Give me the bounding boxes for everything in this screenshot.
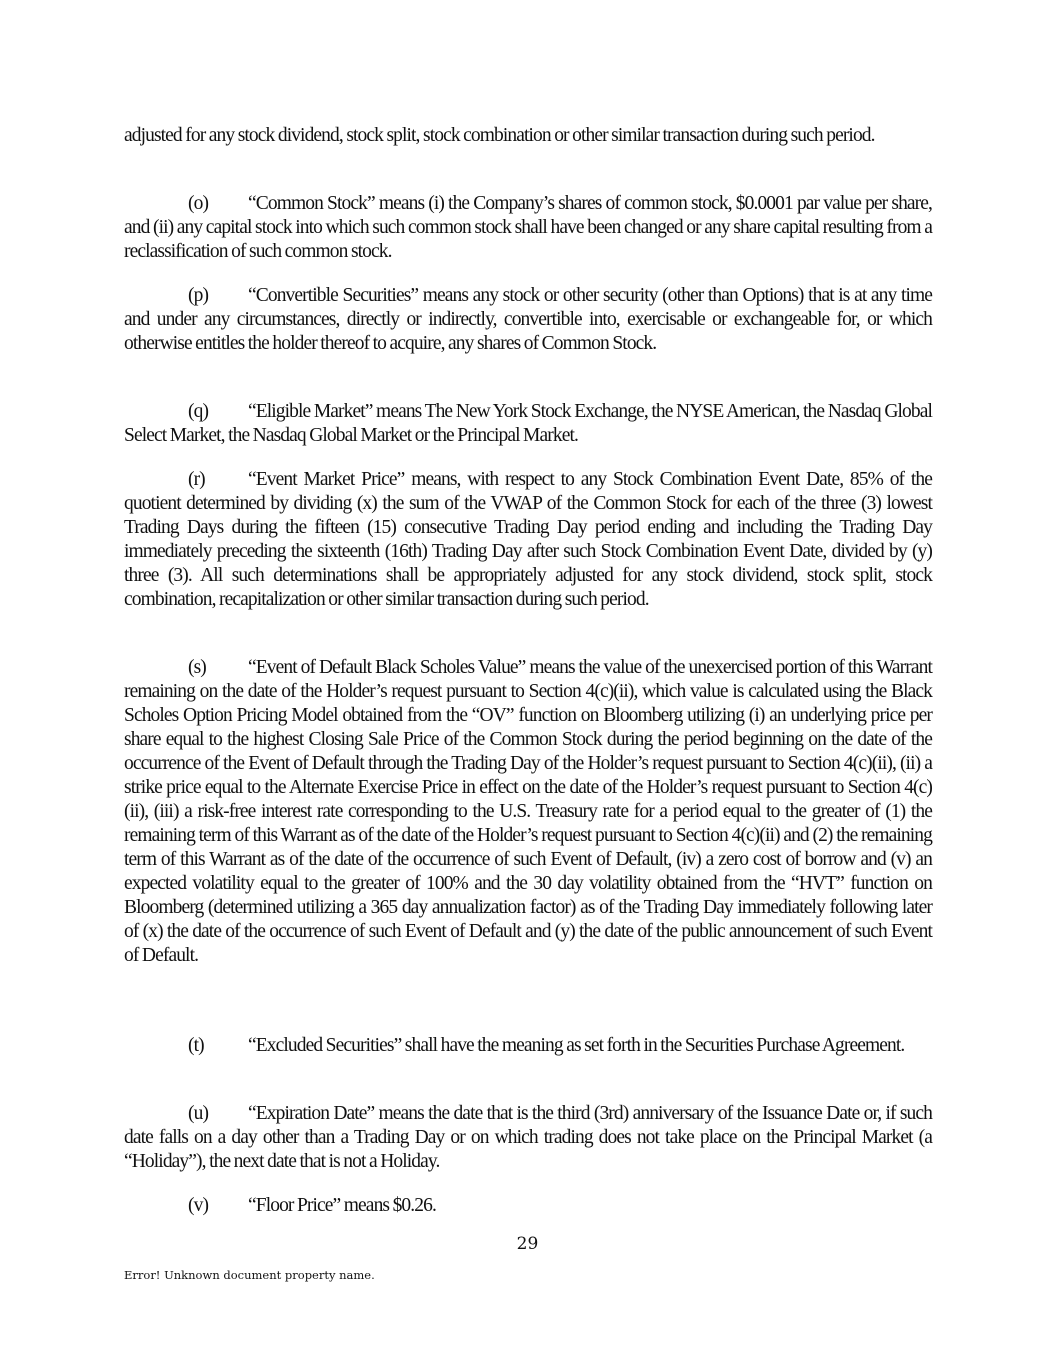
definition-label: (p)	[188, 285, 209, 306]
definition-text: means, with respect to any Stock Combination Event Date, 85% of the quotient determined by dividing (x) the sum of the VWAP of the Common Stock for each of the three (3) lowest Trading Days during the fifteen (15) consecutive Trading Day period ending and including the Trading Day immediately preceding the sixteenth (16th) Trading Day after such Stock Combination Event Date, divided by (y) three (3). All such determinations shall be appropriately adjusted for any stock dividend, stock split, stock combination, recapitalization or other similar transaction during such period.	[124, 469, 933, 610]
definition-label: (u)	[188, 1103, 209, 1124]
footer-text: Error! Unknown document property name.	[124, 1268, 375, 1282]
definition-text: shall have the meaning as set forth in the Securities Purchase Agreement.	[401, 1035, 905, 1056]
definition-text: means the value of the unexercised portion of this Warrant remaining on the date of the Holder’s request pursuant to Section 4(c)(ii), which value is calculated using the Black Scholes Option Pricing Model obtained from the “OV” function on Bloomberg utilizing (i) an underlying price per share equal to the highest Closing Sale Price of the Common Stock during the period beginning on the date of the occurrence of the Event of Default through the Trading Day of the Holder’s request pursuant to Section 4(c)(ii), (ii) a strike price equal to the Alternate Exercise Price in effect on the date of the Holder’s request pursuant to Section 4(c)(ii), (iii) a risk-free interest rate corresponding to the U.S. Treasury rate for a period equal to the greater of (1) the remaining term of this Warrant as of the date of the Holder’s request pursuant to Section 4(c)(ii) and (2) the remaining term of this Warrant as of the date of the occurrence of such Event of Default, (iv) a zero cost of borrow and (v) an expected volatility equal to the greater of 100% and the 30 day volatility obtained from the “HVT” function on Bloomberg (determined utilizing a 365 day annualization factor) as of the Trading Day immediately following later of (x) the date of the occurrence of such Event of Default and (y) the date of the public announcement of such Event of Default.	[124, 657, 932, 966]
defined-term: “Convertible Securities”	[248, 285, 419, 306]
page-number: 29	[516, 1234, 539, 1254]
defined-term: “Common Stock”	[248, 193, 375, 214]
definition-u	[124, 1102, 932, 1174]
definition-text: means the date that is the third (3rd) anniversary of the Issuance Date or, if such date falls on a day other than a Trading Day or on which trading does not take place on the Principal Market (a “Holiday”), the next date that is not a Holiday.	[124, 1103, 932, 1172]
definition-label: (q)	[188, 401, 209, 422]
definition-label: (r)	[188, 469, 205, 490]
definition-r	[124, 468, 932, 612]
definition-label: (o)	[188, 193, 209, 214]
defined-term: “Eligible Market”	[248, 401, 373, 422]
definition-label: (t)	[188, 1035, 204, 1056]
definition-label: (s)	[188, 657, 206, 678]
defined-term: “Event Market Price”	[248, 469, 405, 490]
definition-text: means any stock or other security (other than Options) that is at any time and under any circumstances, directly or indirectly, convertible into, exercisable or exchangeable for, or which otherwise entitles the holder thereof to acquire, any shares of Common Stock.	[124, 285, 933, 354]
definition-text: means (i) the Company’s shares of common stock, $0.0001 par value per share, and (ii) any capital stock into which such common stock shall have been changed or any share capital resulting from a reclassification of such common stock.	[124, 193, 932, 262]
definition-text: means The New York Stock Exchange, the NYSE American, the Nasdaq Global Select Market, the Nasdaq Global Market or the Principal Market.	[124, 401, 933, 446]
definition-label: (v)	[188, 1195, 209, 1216]
definition-t	[124, 1034, 932, 1058]
definition-p	[124, 284, 932, 356]
definition-q	[124, 400, 932, 448]
defined-term: “Floor Price”	[248, 1195, 341, 1216]
definition-s	[124, 656, 932, 968]
definition-o	[124, 192, 932, 264]
defined-term: “Event of Default Black Scholes Value”	[248, 657, 526, 678]
defined-term: “Excluded Securities”	[248, 1035, 402, 1056]
continuation-paragraph: adjusted for any stock dividend, stock split, stock combination or other similar transaction during such period.	[124, 125, 875, 146]
definition-text: means $0.26.	[340, 1195, 436, 1216]
defined-term: “Expiration Date”	[248, 1103, 375, 1124]
definition-v	[124, 1194, 932, 1218]
